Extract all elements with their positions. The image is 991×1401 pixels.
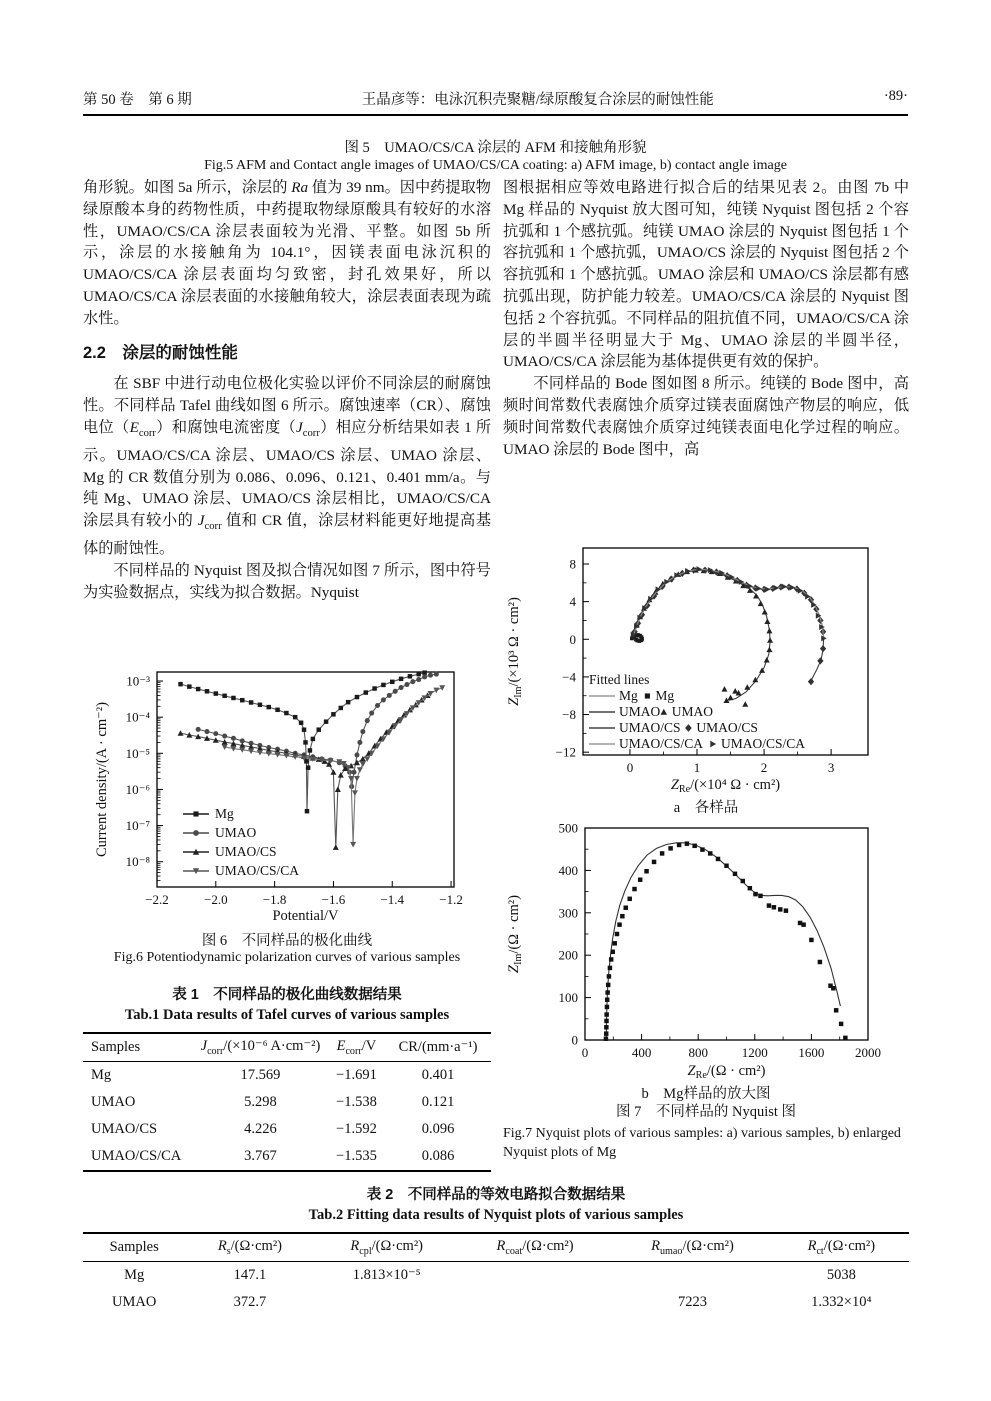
- fig7-caption-en: Fig.7 Nyquist plots of various samples: a) various samples, b) enlarged Nyquist plots of Mg: [503, 1126, 901, 1160]
- paragraph: 图根据相应等效电路进行拟合后的结果见表 2。由图 7b 中 Mg 样品的 Nyquist 放大图可知，纯镁 Nyquist 图包括 2 个容抗弧和 1 个感抗弧。纯镁 UMAO 涂层的 Nyquist 图包括 1 个容抗弧和 1 个感抗弧，UMAO/CS 涂层的 Nyquist 图包括 2 个容抗弧和 1 个感抗弧。UMAO 涂层和 UMAO/CS 涂层都有感抗弧出现，防护能力较差。UMAO/CS/CA 涂层的 Nyquist 图包括 2 个容抗弧。不同样品的阻抗值不同，UMAO/CS/CA 涂层的半圆半径明显大于 Mg、UMAO 涂层的半圆半径，UMAO/CS/CA 涂层能为基体提供更有效的保护。: [503, 179, 909, 371]
- svg-text:UMAO/CS: UMAO/CS: [619, 720, 681, 735]
- table-cell: 147.1: [233, 1267, 267, 1283]
- svg-text:1200: 1200: [741, 1045, 768, 1060]
- svg-text:−1.6: −1.6: [321, 892, 346, 907]
- column-header: $R_{coat}/(\Omega\cdot cm^2)$: [496, 1238, 574, 1257]
- column-header: Samples: [109, 1239, 159, 1255]
- column-header: $J_{corr}/(\times 10^{-6}$ A·cm⁻²): [200, 1038, 321, 1057]
- svg-text:1: 1: [693, 760, 701, 775]
- svg-text:Mg: Mg: [655, 688, 675, 703]
- column-header: $E_{corr}/V$: [336, 1038, 377, 1057]
- table-cell: UMAO/CS: [91, 1121, 158, 1137]
- svg-text:3: 3: [827, 760, 835, 775]
- table-row: [83, 1089, 491, 1116]
- svg-text:Current density/(A · cm⁻²): Current density/(A · cm⁻²): [94, 702, 110, 857]
- column-header: $R_{ct}/(\Omega\cdot cm^2)$: [807, 1238, 876, 1257]
- page-number: ·89·: [883, 88, 908, 104]
- svg-text:UMAO: UMAO: [215, 825, 257, 840]
- svg-text:1600: 1600: [798, 1045, 825, 1060]
- svg-text:−12: −12: [555, 744, 576, 760]
- svg-text:−8: −8: [562, 707, 576, 723]
- volume-issue: 第 50 卷 第 6 期: [83, 92, 192, 108]
- table-cell: UMAO: [91, 1094, 136, 1110]
- paragraph: 不同样品的 Bode 图如图 8 所示。纯镁的 Bode 图中，高频时间常数代表腐蚀介质穿过镁表面腐蚀产物层的响应，低频时间常数代表腐蚀介质穿过纯镁表面电化学过程的响应。UMAO 涂层的 Bode 图中，高: [503, 375, 909, 458]
- table-cell: −1.592: [336, 1121, 377, 1137]
- svg-text:UMAO/CS/CA: UMAO/CS/CA: [215, 863, 300, 878]
- svg-text:0: 0: [571, 1032, 578, 1048]
- table-cell: 3.767: [244, 1148, 277, 1164]
- paragraph: 在 SBF 中进行动电位极化实验以评价不同涂层的耐腐蚀性。不同样品 Tafel 曲线如图 6 所示。腐蚀速率（CR）、腐蚀电位$(E_{corr})$和腐蚀电流密度$(J_{corr})$相应分析结果如表 1 所示。UMAO/CS/CA 涂层、UMAO/CS 涂层、UMAO 涂层、Mg 的 CR 数值分别为 0.086、0.096、0.121、0.401 mm/a。与纯 Mg、UMAO 涂层、UMAO/CS 涂层相比，UMAO/CS/CA 涂层具有较小的 $J_{corr}$ 值和 CR 值，涂层材料能更好地提高基体的耐蚀性。: [83, 375, 492, 558]
- left-column: [83, 177, 491, 603]
- right-column: [503, 177, 909, 460]
- svg-text:−1.2: −1.2: [439, 892, 463, 907]
- svg-text:0: 0: [581, 1045, 589, 1060]
- table1: [83, 1032, 491, 1172]
- svg-text:UMAO: UMAO: [619, 704, 661, 719]
- svg-text:−4: −4: [562, 669, 576, 685]
- table-cell: 5.298: [244, 1094, 277, 1110]
- table-cell: UMAO/CS/CA: [91, 1148, 182, 1164]
- fig7-caption-block: [503, 1100, 909, 1162]
- svg-text:−1.8: −1.8: [262, 892, 287, 907]
- svg-text:10⁻³: 10⁻³: [126, 673, 150, 689]
- svg-text:4: 4: [569, 594, 576, 610]
- fig6-caption-en: Fig.6 Potentiodynamic polarization curves of various samples: [113, 950, 461, 965]
- table-cell: 1.332×10⁴: [811, 1294, 872, 1310]
- table-cell: 4.226: [244, 1121, 277, 1137]
- svg-text:UMAO: UMAO: [671, 704, 714, 719]
- figure-7a: [503, 544, 909, 817]
- table-cell: 372.7: [233, 1294, 267, 1310]
- svg-text:ZRe/(Ω · cm²): $Z_{Re}/(\Omega \cdot cm^2)$: [687, 1063, 766, 1081]
- paragraph: 不同样品的 Nyquist 图及拟合情况如图 7 所示，图中符号为实验数据点，实线为拟合数据。Nyquist: [83, 561, 491, 601]
- fig7b-chart: [503, 810, 898, 1082]
- table-cell: 0.401: [421, 1067, 455, 1083]
- fig6-caption-zh: 图 6 不同样品的极化曲线: [201, 933, 373, 949]
- svg-text:UMAO/CS: UMAO/CS: [215, 844, 277, 859]
- table-cell: [611, 1262, 773, 1290]
- table1-block: [83, 983, 491, 1172]
- svg-text:0: 0: [626, 760, 634, 775]
- table-cell: [315, 1289, 459, 1316]
- fig6-chart: [91, 652, 466, 927]
- table2-title-en: Tab.2 Fitting data results of Nyquist plots of various samples: [308, 1207, 684, 1223]
- svg-text:−1.4: −1.4: [380, 892, 405, 907]
- column-header: $R_s/(\Omega\cdot cm^2)$: [217, 1238, 283, 1257]
- table-cell: 5038: [826, 1267, 856, 1283]
- svg-text:10⁻⁵: 10⁻⁵: [125, 745, 150, 761]
- table-row: [83, 1062, 491, 1090]
- table2: [83, 1232, 909, 1316]
- svg-text:2000: 2000: [855, 1045, 881, 1060]
- table-cell: 1.813×10⁻⁵: [352, 1267, 421, 1283]
- table-cell: Mg: [91, 1067, 112, 1083]
- svg-text:8: 8: [569, 556, 576, 572]
- table-cell: 0.086: [421, 1148, 455, 1164]
- svg-text:10⁻⁶: 10⁻⁶: [125, 781, 150, 797]
- column-header: Samples: [91, 1039, 141, 1055]
- table-cell: 0.121: [421, 1094, 455, 1110]
- svg-text:10⁻⁸: 10⁻⁸: [125, 854, 150, 870]
- svg-text:Mg: Mg: [619, 688, 638, 703]
- svg-text:ZRe/(×10⁴ Ω · cm²): $Z_{Re}/(\times 10^4$ Ω · cm²): [670, 777, 781, 795]
- svg-text:−2.2: −2.2: [145, 892, 169, 907]
- table1-title-zh: 表 1 不同样品的极化曲线数据结果: [172, 987, 402, 1003]
- table-row: [83, 1289, 909, 1316]
- table2-block: [83, 1183, 909, 1316]
- column-header: CR/(mm·a⁻¹): [398, 1039, 478, 1055]
- svg-text:UMAO/CS: UMAO/CS: [696, 720, 758, 735]
- svg-text:ZIm/(×10³ Ω · cm²): $Z_{Im}/(\times 10^3$ Ω · cm²): [506, 597, 524, 706]
- fig7a-chart: [503, 544, 898, 796]
- section-heading: 2.2 涂层的耐蚀性能: [83, 343, 238, 362]
- table-cell: −1.538: [336, 1094, 377, 1110]
- table-cell: 0.096: [421, 1121, 455, 1137]
- table1-title-en: Tab.1 Data results of Tafel curves of various samples: [124, 1007, 450, 1023]
- svg-text:200: 200: [558, 947, 578, 963]
- header-rule: [83, 114, 908, 116]
- fig5-caption-zh: 图 5 UMAO/CS/CA 涂层的 AFM 和接触角形貌: [344, 140, 647, 156]
- svg-text:800: 800: [688, 1045, 708, 1060]
- table2-title-zh: 表 2 不同样品的等效电路拟合数据结果: [366, 1187, 626, 1203]
- svg-text:ZIm/(Ω · cm²): $Z_{Im}/(\Omega \cdot cm^2)$: [506, 895, 524, 973]
- fig7b-subcaption: b Mg样品的放大图: [641, 1086, 771, 1102]
- svg-text:UMAO/CS/CA: UMAO/CS/CA: [619, 736, 704, 751]
- table-cell: UMAO: [112, 1294, 157, 1310]
- table-cell: Mg: [124, 1267, 145, 1283]
- svg-text:−2.0: −2.0: [204, 892, 228, 907]
- svg-text:400: 400: [558, 862, 578, 878]
- table-cell: [459, 1289, 611, 1316]
- table-header-row: [83, 1233, 909, 1262]
- table-row: [83, 1262, 909, 1290]
- column-header: $R_{umao}/(\Omega\cdot cm^2)$: [651, 1238, 734, 1257]
- column-header: $R_{cpl}/(\Omega\cdot cm^2)$: [350, 1238, 423, 1257]
- figure-7b: [503, 810, 909, 1103]
- svg-text:100: 100: [558, 990, 578, 1006]
- paragraph: 角形貌。如图 5a 所示，涂层的 Ra 值为 39 nm。因中药提取物绿原酸本身的药物性质，中药提取物绿原酸具有较好的水溶性，UMAO/CS/CA 涂层表面较为光滑、平整。如图 5b 所示，涂层的水接触角为 104.1°，因镁表面电泳沉积的 UMAO/CS/CA 涂层表面均匀致密，封孔效果好，所以 UMAO/CS/CA 涂层表面的水接触角较大，涂层表面表现为疏水性。: [83, 179, 491, 327]
- svg-text:10⁻⁴: 10⁻⁴: [125, 709, 150, 725]
- running-title: 王晶彦等：电泳沉积壳聚糖/绿原酸复合涂层的耐蚀性能: [361, 92, 714, 108]
- svg-text:Potential/V: Potential/V: [272, 908, 339, 924]
- table-cell: 17.569: [240, 1067, 281, 1083]
- svg-text:UMAO/CS/CA: UMAO/CS/CA: [721, 736, 806, 751]
- svg-text:0: 0: [569, 631, 576, 647]
- svg-text:Fitted lines: Fitted lines: [589, 672, 650, 687]
- table-row: [83, 1143, 491, 1171]
- svg-text:2: 2: [760, 760, 768, 775]
- table-cell: [459, 1262, 611, 1290]
- svg-text:500: 500: [558, 820, 578, 836]
- table-cell: 7223: [677, 1294, 707, 1310]
- table-row: [83, 1116, 491, 1143]
- fig7-caption-zh: 图 7 不同样品的 Nyquist 图: [615, 1104, 797, 1120]
- svg-text:Mg: Mg: [215, 806, 234, 821]
- fig5-caption-en: Fig.5 AFM and Contact angle images of UMAO/CS/CA coating: a) AFM image, b) contact angle image: [204, 158, 787, 173]
- table-header-row: [83, 1033, 491, 1062]
- svg-text:400: 400: [631, 1045, 652, 1060]
- figure-6: [83, 652, 491, 966]
- page-header: [83, 88, 908, 109]
- fig7a-subcaption: a 各样品: [673, 800, 739, 816]
- table-cell: −1.691: [336, 1067, 377, 1083]
- svg-text:300: 300: [558, 905, 578, 921]
- svg-text:10⁻⁷: 10⁻⁷: [125, 818, 150, 834]
- table-cell: −1.535: [336, 1148, 377, 1164]
